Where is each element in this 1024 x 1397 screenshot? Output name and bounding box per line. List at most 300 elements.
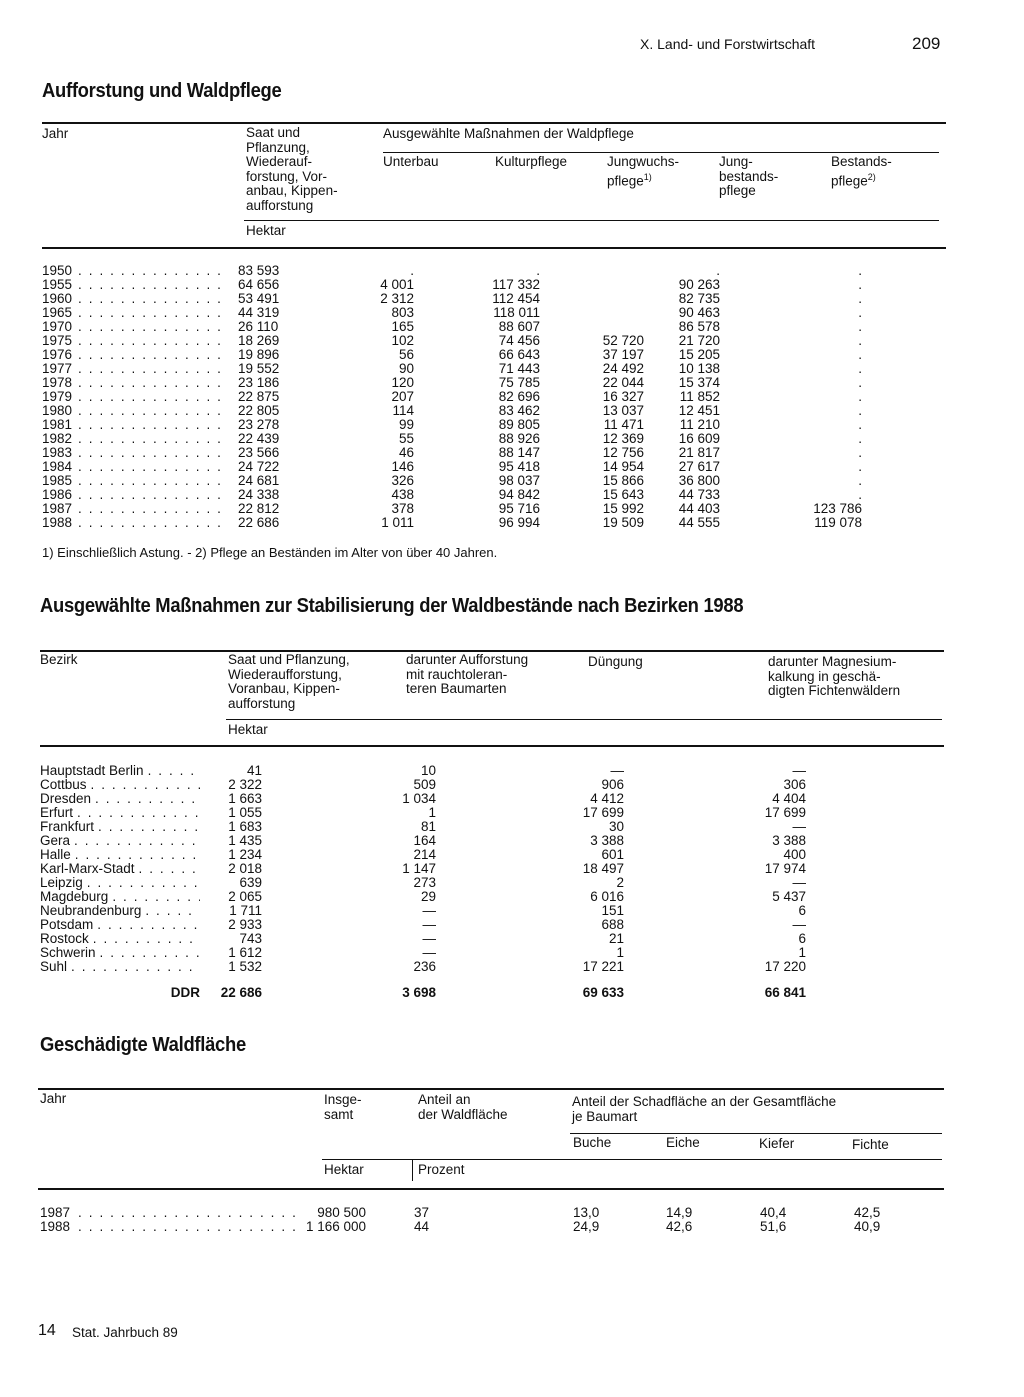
cell-kulturpflege: 96 994	[498, 515, 540, 530]
table-row	[40, 904, 920, 918]
table3-col-year: Jahr	[40, 1091, 67, 1106]
cell-saat: 44 319	[238, 305, 280, 320]
cell-saat: 83 593	[238, 263, 280, 278]
cell-kulturpflege: 89 805	[498, 417, 540, 432]
row-bezirk: Halle	[40, 847, 71, 862]
cell-unterbau: 99	[398, 417, 414, 432]
table-row	[40, 862, 920, 876]
cell-saat: 24 338	[238, 487, 280, 502]
cell-saat: 2 933	[228, 917, 262, 932]
footer-source: Stat. Jahrbuch 89	[72, 1325, 178, 1340]
table1-body	[42, 264, 922, 530]
row-bezirk: Frankfurt	[40, 819, 95, 834]
cell-bestand: .	[858, 347, 862, 362]
cell-duengung: —	[610, 763, 624, 778]
row-year: 1976	[42, 347, 73, 362]
cell-saat: 2 322	[228, 777, 262, 792]
cell-aufforstung: 164	[413, 833, 436, 848]
cell-saat: 1 663	[228, 791, 262, 806]
cell-bestand: .	[858, 417, 862, 432]
row-bezirk: Potsdam	[40, 917, 94, 932]
cell-magnesium: 1	[798, 945, 806, 960]
cell-saat: 23 278	[238, 417, 280, 432]
section-header: X. Land- und Forstwirtschaft	[640, 36, 816, 52]
cell-saat: 639	[239, 875, 262, 890]
cell-magnesium: —	[792, 917, 806, 932]
cell-unterbau: 102	[391, 333, 414, 348]
table2-col-saat: Saat und Pflanzung, Wiederaufforstung, Voranbau, Kippen- aufforstung	[228, 652, 350, 711]
cell-kulturpflege: .	[536, 263, 540, 278]
table-row	[40, 820, 920, 834]
cell-jungbestand: 82 735	[678, 291, 720, 306]
cell-kulturpflege: 118 011	[493, 305, 540, 320]
table3-col-kiefer: Kiefer	[759, 1136, 795, 1151]
cell-unterbau: 90	[398, 361, 414, 376]
cell-jungbestand: 44 555	[678, 515, 720, 530]
row-bezirk: Suhl	[40, 959, 68, 974]
cell-unterbau: 2 312	[380, 291, 414, 306]
cell-saat: 1 711	[229, 903, 262, 918]
cell-buche: 24,9	[573, 1219, 600, 1234]
cell-jungbestand: 44 733	[678, 487, 720, 502]
cell-fichte: 42,5	[854, 1205, 881, 1220]
cell-saat: 1 234	[228, 847, 262, 862]
cell-saat: 19 552	[238, 361, 280, 376]
row-year: 1950	[42, 263, 73, 278]
cell-unterbau: 165	[391, 319, 414, 334]
cell-bestand: .	[858, 291, 862, 306]
cell-duengung: 21	[608, 931, 624, 946]
total-magnesium: 66 841	[764, 985, 806, 1000]
cell-kulturpflege: 71 443	[498, 361, 540, 376]
row-year: 1975	[42, 333, 73, 348]
table-row	[40, 946, 920, 960]
row-bezirk: Neubrandenburg	[40, 903, 142, 918]
table1-unit: Hektar	[246, 223, 286, 238]
table3-body	[40, 1206, 920, 1234]
cell-saat: 19 896	[238, 347, 280, 362]
cell-bestand: 123 786	[813, 501, 862, 516]
row-year: 1970	[42, 319, 73, 334]
cell-duengung: 17 699	[582, 805, 624, 820]
row-bezirk: Hauptstadt Berlin	[40, 763, 144, 778]
cell-jungbestand: 36 800	[678, 473, 720, 488]
cell-magnesium: 6	[798, 903, 806, 918]
cell-jungwuchs: 15 992	[602, 501, 644, 516]
cell-magnesium: 17 220	[764, 959, 806, 974]
cell-kulturpflege: 88 926	[498, 431, 540, 446]
cell-aufforstung: 273	[413, 875, 436, 890]
cell-jungwuchs: 15 643	[602, 487, 644, 502]
cell-unterbau: 56	[398, 347, 414, 362]
table3-col-group: Anteil der Schadfläche an der Gesamtfläche je Baumart	[572, 1094, 837, 1124]
table3-unit-hektar: Hektar	[324, 1162, 364, 1177]
cell-jungbestand: 12 451	[678, 403, 720, 418]
cell-duengung: 4 412	[590, 791, 624, 806]
cell-bestand: .	[858, 389, 862, 404]
cell-saat: 1 532	[228, 959, 262, 974]
cell-magnesium: —	[792, 875, 806, 890]
row-bezirk: Cottbus	[40, 777, 87, 792]
cell-duengung: 1	[616, 945, 624, 960]
cell-jungwuchs: 19 509	[602, 515, 644, 530]
row-bezirk: Gera	[40, 833, 71, 848]
cell-jungbestand: 27 617	[678, 459, 720, 474]
cell-jungbestand: 11 852	[679, 389, 720, 404]
cell-saat: 2 018	[228, 861, 262, 876]
cell-saat: 743	[239, 931, 262, 946]
table1-col-group: Ausgewählte Maßnahmen der Waldpflege	[383, 126, 634, 141]
cell-jungwuchs: 16 327	[602, 389, 644, 404]
cell-jungwuchs: 15 866	[602, 473, 644, 488]
cell-unterbau: 1 011	[381, 515, 414, 530]
table-row	[42, 404, 922, 418]
cell-saat: 23 186	[238, 375, 280, 390]
row-year: 1980	[42, 403, 73, 418]
cell-bestand: .	[858, 305, 862, 320]
cell-saat: 1 055	[228, 805, 262, 820]
cell-jungbestand: 90 263	[678, 277, 720, 292]
table2-col-duengung: Düngung	[588, 654, 643, 669]
cell-aufforstung: —	[422, 931, 436, 946]
table1-col-kulturpflege: Kulturpflege	[495, 154, 568, 169]
cell-duengung: 3 388	[590, 833, 624, 848]
cell-kulturpflege: 117 332	[492, 277, 540, 292]
cell-kulturpflege: 88 607	[498, 319, 540, 334]
row-year: 1978	[42, 375, 73, 390]
cell-magnesium: 5 437	[772, 889, 806, 904]
table1-title: Aufforstung und Waldpflege	[42, 80, 282, 102]
cell-duengung: 2	[616, 875, 624, 890]
cell-aufforstung: —	[422, 917, 436, 932]
table-row	[40, 764, 920, 778]
table2-body	[40, 764, 920, 1000]
cell-saat: 22 686	[238, 515, 280, 530]
cell-unterbau: .	[410, 263, 414, 278]
table3-col-fichte: Fichte	[852, 1137, 889, 1152]
row-bezirk: Rostock	[40, 931, 89, 946]
table-row	[40, 806, 920, 820]
table-row	[42, 516, 922, 530]
cell-jungbestand: 15 205	[678, 347, 720, 362]
table-row	[40, 960, 920, 974]
row-bezirk: Karl-Marx-Stadt	[40, 861, 135, 876]
page-number: 209	[912, 34, 941, 53]
table2-header-bottom-rule	[40, 745, 944, 747]
cell-unterbau: 114	[392, 403, 414, 418]
table-row	[40, 1206, 920, 1220]
cell-unterbau: 207	[391, 389, 414, 404]
table3-unit-divider	[412, 1159, 413, 1181]
cell-bestand: .	[858, 263, 862, 278]
cell-jungbestand: 10 138	[678, 361, 720, 376]
row-year: 1955	[42, 277, 73, 292]
cell-saat: 1 683	[228, 819, 262, 834]
cell-duengung: 6 016	[590, 889, 624, 904]
cell-kulturpflege: 83 462	[498, 403, 540, 418]
cell-saat: 22 812	[238, 501, 280, 516]
table3-group-rule	[570, 1133, 942, 1134]
cell-duengung: 151	[601, 903, 624, 918]
row-year: 1985	[42, 473, 73, 488]
cell-jungbestand: 44 403	[678, 501, 720, 516]
cell-magnesium: 3 388	[772, 833, 806, 848]
cell-magnesium: 306	[783, 777, 806, 792]
total-duengung: 69 633	[582, 985, 624, 1000]
cell-aufforstung: —	[422, 945, 436, 960]
cell-saat: 23 566	[238, 445, 280, 460]
table1-col-jungbestand: Jung- bestands- pflege	[719, 154, 779, 199]
cell-unterbau: 326	[391, 473, 414, 488]
table-row	[40, 918, 920, 932]
cell-magnesium: 17 974	[764, 861, 806, 876]
row-year: 1982	[42, 431, 73, 446]
row-year: 1987	[40, 1205, 71, 1220]
table-row	[42, 320, 922, 334]
cell-bestand: .	[858, 473, 862, 488]
cell-aufforstung: 10	[420, 763, 436, 778]
cell-duengung: 30	[608, 819, 624, 834]
cell-kulturpflege: 98 037	[498, 473, 540, 488]
table3-col-eiche: Eiche	[666, 1135, 700, 1150]
cell-kulturpflege: 74 456	[498, 333, 540, 348]
cell-jungbestand: .	[716, 263, 720, 278]
total-label: DDR	[170, 985, 200, 1000]
cell-kulturpflege: 75 785	[498, 375, 540, 390]
table-row	[40, 1220, 920, 1234]
cell-kulturpflege: 66 643	[498, 347, 540, 362]
cell-aufforstung: —	[422, 903, 436, 918]
cell-jungwuchs: 22 044	[602, 375, 644, 390]
table-row	[42, 418, 922, 432]
cell-bestand: .	[858, 277, 862, 292]
cell-jungbestand: 90 463	[678, 305, 720, 320]
cell-jungbestand: 21 817	[678, 445, 720, 460]
row-year: 1977	[42, 361, 73, 376]
cell-insgesamt: 980 500	[317, 1205, 366, 1220]
table1-col-saat: Saat und Pflanzung, Wiederauf- forstung, Vor- anbau, Kippen- aufforstung	[246, 125, 338, 213]
table-row	[42, 446, 922, 460]
table1-col-bestand: Bestands- pflege$^{2)}$	[831, 154, 892, 189]
table-row	[40, 932, 920, 946]
table-row	[42, 348, 922, 362]
table3-title: Geschädigte Waldfläche	[40, 1034, 246, 1056]
cell-kulturpflege: 95 418	[498, 459, 540, 474]
table-row	[42, 376, 922, 390]
cell-saat: 1 612	[228, 945, 262, 960]
cell-saat: 1 435	[228, 833, 262, 848]
cell-magnesium: —	[792, 819, 806, 834]
total-saat: 22 686	[220, 985, 262, 1000]
row-year: 1988	[40, 1219, 71, 1234]
cell-unterbau: 4 001	[380, 277, 414, 292]
table3-top-rule	[38, 1088, 944, 1090]
cell-saat: 18 269	[238, 333, 280, 348]
row-year: 1965	[42, 305, 73, 320]
cell-kiefer: 51,6	[760, 1219, 787, 1234]
table-row	[40, 792, 920, 806]
cell-bestand: .	[858, 487, 862, 502]
cell-bestand: .	[858, 333, 862, 348]
table-row	[42, 306, 922, 320]
row-year: 1987	[42, 501, 73, 516]
table3-unit-rule	[322, 1159, 942, 1160]
cell-eiche: 14,9	[666, 1205, 693, 1220]
cell-unterbau: 55	[398, 431, 414, 446]
cell-jungbestand: 21 720	[678, 333, 720, 348]
table3-col-buche: Buche	[573, 1135, 612, 1150]
cell-duengung: 688	[601, 917, 624, 932]
cell-aufforstung: 29	[420, 889, 436, 904]
table1-unit-rule	[244, 220, 939, 221]
cell-unterbau: 378	[391, 501, 414, 516]
cell-unterbau: 803	[391, 305, 414, 320]
cell-bestand: .	[858, 375, 862, 390]
table-row	[42, 474, 922, 488]
cell-bestand: .	[858, 361, 862, 376]
cell-fichte: 40,9	[854, 1219, 881, 1234]
cell-jungwuchs: 13 037	[602, 403, 644, 418]
cell-saat: 24 722	[238, 459, 280, 474]
cell-bestand: .	[858, 403, 862, 418]
table1-top-rule	[42, 122, 946, 124]
cell-saat: 22 439	[238, 431, 280, 446]
table1-header-bottom-rule	[42, 247, 946, 249]
cell-jungwuchs: 11 471	[603, 417, 644, 432]
cell-magnesium: 4 404	[772, 791, 806, 806]
table-row	[42, 488, 922, 502]
table-row	[40, 890, 920, 904]
table2-col-magnesium: darunter Magnesium- kalkung in geschä- digten Fichtenwäldern	[768, 654, 901, 699]
table1-col-unterbau: Unterbau	[383, 154, 439, 169]
row-bezirk: Erfurt	[40, 805, 74, 820]
table1-col-jungwuchs: Jungwuchs- pflege$^{1)}$	[607, 154, 680, 189]
cell-saat: 53 491	[238, 291, 280, 306]
cell-kulturpflege: 94 842	[498, 487, 540, 502]
cell-saat: 26 110	[238, 319, 279, 334]
table-total-row	[40, 986, 920, 1000]
table3-header-bottom-rule	[38, 1188, 944, 1190]
cell-bestand: 119 078	[814, 515, 862, 530]
cell-anteil: 44	[414, 1219, 430, 1234]
row-year: 1960	[42, 291, 73, 306]
cell-jungwuchs: 14 954	[602, 459, 644, 474]
table2-col-bezirk: Bezirk	[40, 652, 78, 667]
cell-buche: 13,0	[573, 1205, 600, 1220]
cell-saat: 22 805	[238, 403, 280, 418]
row-year: 1983	[42, 445, 73, 460]
cell-magnesium: 400	[783, 847, 806, 862]
table2-title: Ausgewählte Maßnahmen zur Stabilisierung der Waldbestände nach Bezirken 1988	[40, 595, 744, 617]
cell-saat: 2 065	[228, 889, 262, 904]
total-aufforstung: 3 698	[402, 985, 436, 1000]
cell-eiche: 42,6	[666, 1219, 693, 1234]
cell-aufforstung: 81	[420, 819, 436, 834]
cell-bestand: .	[858, 319, 862, 334]
row-year: 1981	[42, 417, 73, 432]
cell-bestand: .	[858, 459, 862, 474]
cell-jungwuchs: 52 720	[602, 333, 644, 348]
row-bezirk: Schwerin	[40, 945, 96, 960]
cell-unterbau: 438	[391, 487, 414, 502]
cell-jungwuchs: 12 756	[602, 445, 644, 460]
cell-aufforstung: 236	[413, 959, 436, 974]
table-row	[42, 362, 922, 376]
cell-jungwuchs: 12 369	[602, 431, 644, 446]
table-row	[42, 334, 922, 348]
cell-bestand: .	[858, 431, 862, 446]
cell-duengung: 18 497	[582, 861, 624, 876]
cell-kulturpflege: 112 454	[492, 291, 540, 306]
cell-aufforstung: 509	[413, 777, 436, 792]
cell-unterbau: 146	[391, 459, 414, 474]
row-bezirk: Leipzig	[40, 875, 83, 890]
cell-bestand: .	[858, 445, 862, 460]
cell-unterbau: 46	[398, 445, 414, 460]
cell-saat: 24 681	[238, 473, 280, 488]
table3-unit-prozent: Prozent	[418, 1162, 465, 1177]
table1-footnote: 1) Einschließlich Astung. - 2) Pflege an Beständen im Alter von über 40 Jahren.	[42, 545, 498, 560]
cell-aufforstung: 1 147	[402, 861, 436, 876]
cell-duengung: 17 221	[582, 959, 624, 974]
table-row	[42, 432, 922, 446]
cell-duengung: 906	[601, 777, 624, 792]
table-row	[42, 390, 922, 404]
cell-magnesium: —	[792, 763, 806, 778]
table-row	[42, 278, 922, 292]
table1-group-rule	[383, 152, 939, 153]
cell-kulturpflege: 88 147	[498, 445, 540, 460]
cell-duengung: 601	[601, 847, 624, 862]
cell-magnesium: 17 699	[764, 805, 806, 820]
table3-col-insgesamt: Insge- samt	[324, 1092, 362, 1122]
row-year: 1988	[42, 515, 73, 530]
cell-jungwuchs: 24 492	[602, 361, 644, 376]
cell-saat: 22 875	[238, 389, 280, 404]
cell-kulturpflege: 95 716	[498, 501, 540, 516]
table1-col-year: Jahr	[42, 126, 69, 141]
footer-page: 14	[38, 1322, 56, 1339]
row-year: 1986	[42, 487, 73, 502]
table2-col-aufforstung: darunter Aufforstung mit rauchtoleran- teren Baumarten	[406, 652, 529, 697]
cell-anteil: 37	[414, 1205, 430, 1220]
cell-unterbau: 120	[391, 375, 414, 390]
table2-unit: Hektar	[228, 722, 268, 737]
cell-jungbestand: 86 578	[678, 319, 720, 334]
cell-aufforstung: 214	[413, 847, 436, 862]
row-bezirk: Magdeburg	[40, 889, 109, 904]
table-row	[42, 292, 922, 306]
cell-saat: 41	[246, 763, 262, 778]
table-row	[42, 502, 922, 516]
table-row	[42, 460, 922, 474]
row-bezirk: Dresden	[40, 791, 92, 806]
cell-magnesium: 6	[798, 931, 806, 946]
row-year: 1984	[42, 459, 73, 474]
cell-kulturpflege: 82 696	[498, 389, 540, 404]
table-row	[40, 876, 920, 890]
cell-aufforstung: 1	[428, 805, 436, 820]
cell-jungwuchs: 37 197	[602, 347, 644, 362]
cell-insgesamt: 1 166 000	[305, 1219, 366, 1234]
cell-jungbestand: 11 210	[679, 417, 720, 432]
table-row	[42, 264, 922, 278]
row-year: 1979	[42, 389, 73, 404]
cell-saat: 64 656	[238, 277, 280, 292]
table-row	[40, 834, 920, 848]
table2-unit-rule	[226, 719, 942, 720]
cell-jungbestand: 15 374	[678, 375, 720, 390]
